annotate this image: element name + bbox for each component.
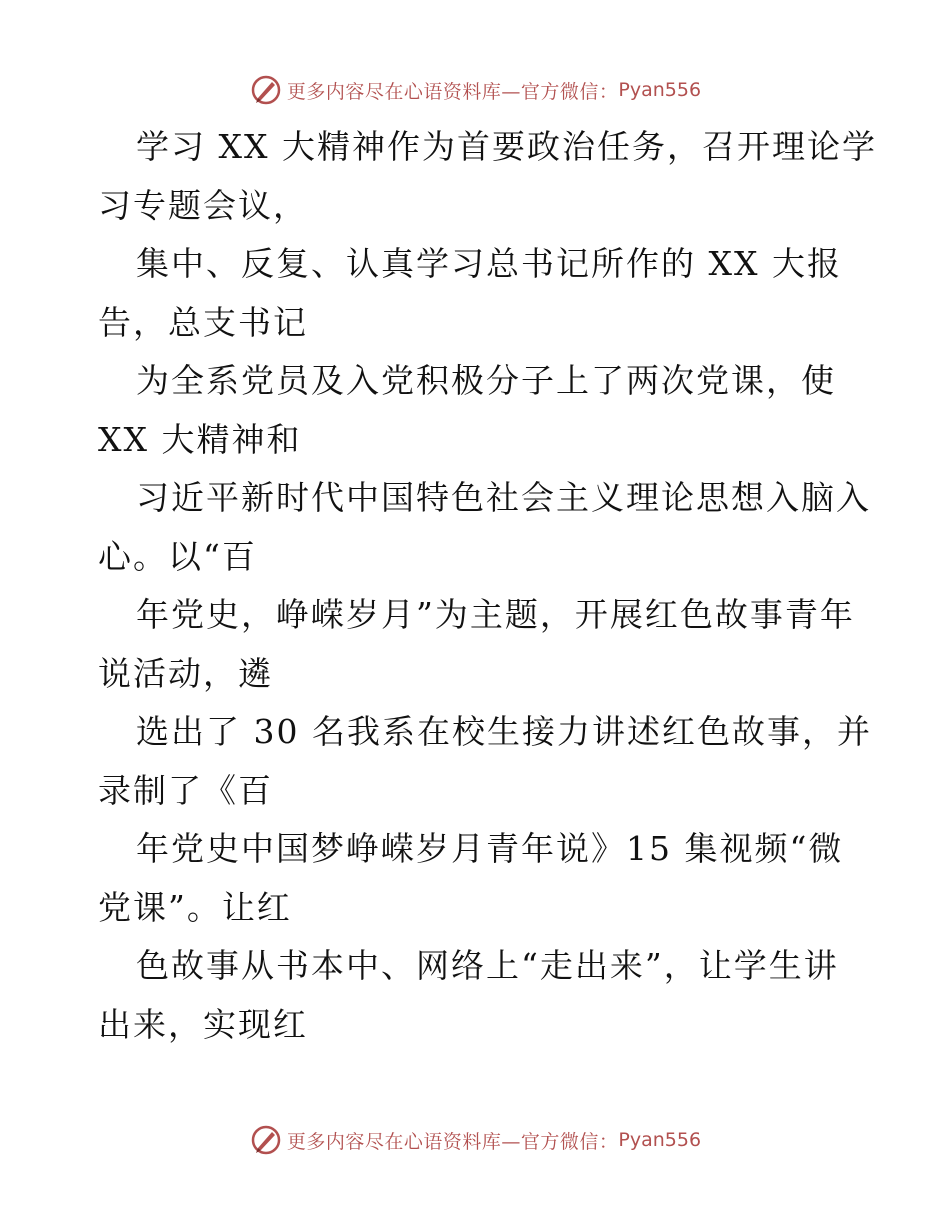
- paragraph-line: 集中、反复、认真学习总书记所作的 XX 大报: [136, 244, 842, 283]
- paragraph-3: [98, 352, 858, 469]
- paragraph-2: [98, 235, 858, 352]
- paragraph-line: 心。以“百: [98, 536, 257, 576]
- paragraph-line: 说活动，遴: [98, 653, 273, 693]
- paragraph-line: 告，总支书记: [98, 302, 308, 342]
- paragraph-line: 党课”。让红: [98, 887, 292, 927]
- paragraph-line: 录制了《百: [98, 770, 273, 810]
- pen-logo-icon: [249, 1123, 283, 1157]
- footer-banner: [0, 1120, 950, 1160]
- paragraph-line: 为全系党员及入党积极分子上了两次党课，使: [136, 361, 836, 400]
- paragraph-line: 年党史中国梦峥嵘岁月青年说》15 集视频“微: [136, 829, 844, 868]
- banner-text: 更多内容尽在心语资料库—官方微信：: [286, 1130, 619, 1153]
- paragraph-line: 色故事从书本中、网络上“走出来”，让学生讲: [136, 946, 839, 985]
- paragraph-6: [98, 703, 872, 820]
- paragraph-8: [98, 937, 858, 1054]
- banner-wechat-id: Pyan556: [618, 1129, 702, 1151]
- paragraph-4: [98, 469, 871, 586]
- paragraph-1: [98, 118, 877, 235]
- banner-wechat-id: Pyan556: [618, 79, 702, 101]
- paragraph-line: 出来，实现红: [98, 1004, 308, 1044]
- paragraph-line: 学习 XX 大精神作为首要政治任务，召开理论学: [136, 127, 877, 166]
- paragraph-line: XX 大精神和: [98, 419, 302, 459]
- document-body: [98, 118, 877, 1054]
- paragraph-line: 习专题会议，: [98, 185, 308, 225]
- pen-logo-icon: [249, 73, 283, 107]
- paragraph-line: 年党史，峥嵘岁月”为主题，开展红色故事青年: [136, 595, 855, 634]
- paragraph-7: [98, 820, 858, 937]
- header-banner: [0, 70, 950, 110]
- banner-text: 更多内容尽在心语资料库—官方微信：: [286, 80, 619, 103]
- paragraph-line: 习近平新时代中国特色社会主义理论思想入脑入: [136, 478, 871, 517]
- paragraph-5: [98, 586, 858, 703]
- paragraph-line: 选出了 30 名我系在校生接力讲述红色故事，并: [136, 712, 872, 751]
